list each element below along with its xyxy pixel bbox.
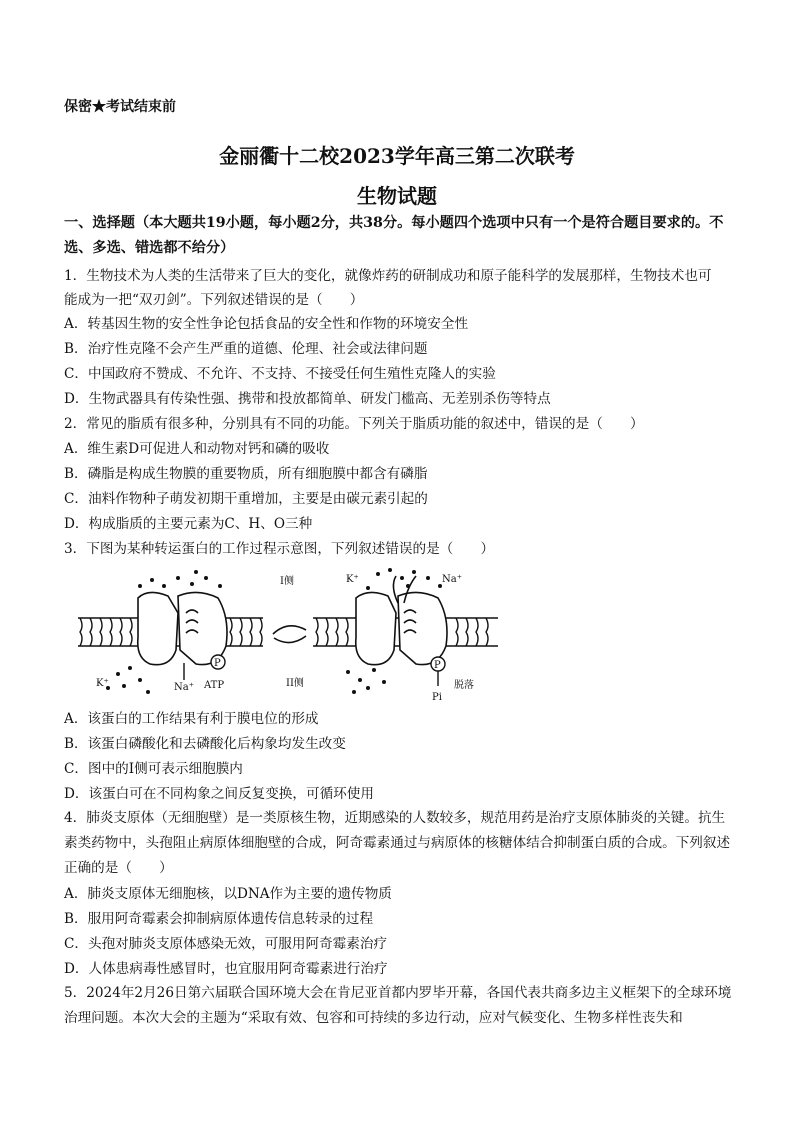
q3-stem: 3．下图为某种转运蛋白的工作过程示意图，下列叙述错误的是（ ） <box>64 541 495 557</box>
label-na-right: Na⁺ <box>442 574 462 585</box>
label-pi: Pi <box>432 692 442 703</box>
q1-stem-line2: 能成为一把“双刃剑”。下列叙述错误的是（ ） <box>64 292 364 308</box>
cycle-arrows <box>273 626 306 643</box>
q1-option-c: C．中国政府不赞成、不允许、不支持、不接受任何生殖性克隆人的实验 <box>64 366 496 382</box>
protein-left <box>138 592 227 664</box>
q2-stem: 2．常见的脂质有很多种，分别具有不同的功能。下列关于脂质功能的叙述中，错误的是（ ） <box>64 416 644 432</box>
q1-option-b: B．治疗性克隆不会产生严重的道德、伦理、社会或法律问题 <box>64 341 428 357</box>
q3-option-c: C．图中的I侧可表示细胞膜内 <box>64 761 243 777</box>
q4-option-a: A．肺炎支原体无细胞核，以DNA作为主要的遗传物质 <box>64 886 392 902</box>
q5-stem: 5．2024年2月26日第六届联合国环境大会在肯尼亚首都内罗毕开幕，各国代表共商多边主义框架下的全球环境治理问题。本次大会的主题为“采取有效、包容和可持续的多边行动，应对气候变化、生物多样性丧失和 <box>64 985 732 1026</box>
q1-stem-line1: 1．生物技术为人类的生活带来了巨大的变化，就像炸药的研制成功和原子能科学的发展那样，生物技术也可 <box>64 268 712 284</box>
exam-title: 金丽衢十二校2023学年高三第二次联考 <box>219 144 575 168</box>
label-na-left: Na⁺ <box>174 682 194 693</box>
q1-option-a: A．转基因生物的安全性争论包括食品的安全性和作物的环境安全性 <box>64 316 469 332</box>
q4-option-b: B．服用阿奇霉素会抑制病原体遗传信息转录的过程 <box>64 911 374 927</box>
label-fall-off: 脱落 <box>454 680 474 691</box>
q1-option-d: D．生物武器具有传染性强、携带和投放都简单、研发门槛高、无差别杀伤等特点 <box>64 391 551 407</box>
label-p1: P <box>214 658 221 669</box>
q2-option-d: D．构成脂质的主要元素为C、H、O三种 <box>64 516 313 532</box>
q2-option-a: A．维生素D可促进人和动物对钙和磷的吸收 <box>64 441 330 457</box>
label-side-1: I侧 <box>280 576 294 587</box>
label-k-right: K⁺ <box>346 574 359 585</box>
q4-option-c: C．头孢对肺炎支原体感染无效，可服用阿奇霉素治疗 <box>64 936 388 952</box>
section-heading: 一、选择题（本大题共19小题，每小题2分，共38分。每小题四个选项中只有一个是符合题目要求的。不选、多选、错选都不给分） <box>64 215 724 256</box>
q2-option-b: B．磷脂是构成生物膜的重要物质，所有细胞膜中都含有磷脂 <box>64 466 428 482</box>
label-atp: ATP <box>204 680 225 691</box>
q4-option-d: D．人体患病毒性感冒时，也宜服用阿奇霉素进行治疗 <box>64 961 388 977</box>
q3-option-a: A．该蛋白的工作结果有利于膜电位的形成 <box>64 711 319 727</box>
q4-stem: 4．肺炎支原体（无细胞壁）是一类原核生物，近期感染的人数较多，规范用药是治疗支原体肺炎的关键。抗生素类药物中，头孢阻止病原体细胞壁的合成，阿奇霉素通过与病原体的核糖体结合抑制蛋白质的合成。下列叙述正确的是（ ） <box>64 810 731 876</box>
transport-protein-figure <box>78 568 498 706</box>
label-p2: P <box>434 660 441 671</box>
q3-option-b: B．该蛋白磷酸化和去磷酸化后构象均发生改变 <box>64 736 346 752</box>
label-k-left: K⁺ <box>96 678 109 689</box>
label-side-2: II侧 <box>286 678 304 689</box>
q3-option-d: D．该蛋白可在不同构象之间反复变换，可循环使用 <box>64 786 374 802</box>
confidential-label: 保密★考试结束前 <box>64 99 176 115</box>
subject-title: 生物试题 <box>357 184 437 208</box>
q2-option-c: C．油料作物种子萌发初期干重增加，主要是由碳元素引起的 <box>64 491 428 507</box>
